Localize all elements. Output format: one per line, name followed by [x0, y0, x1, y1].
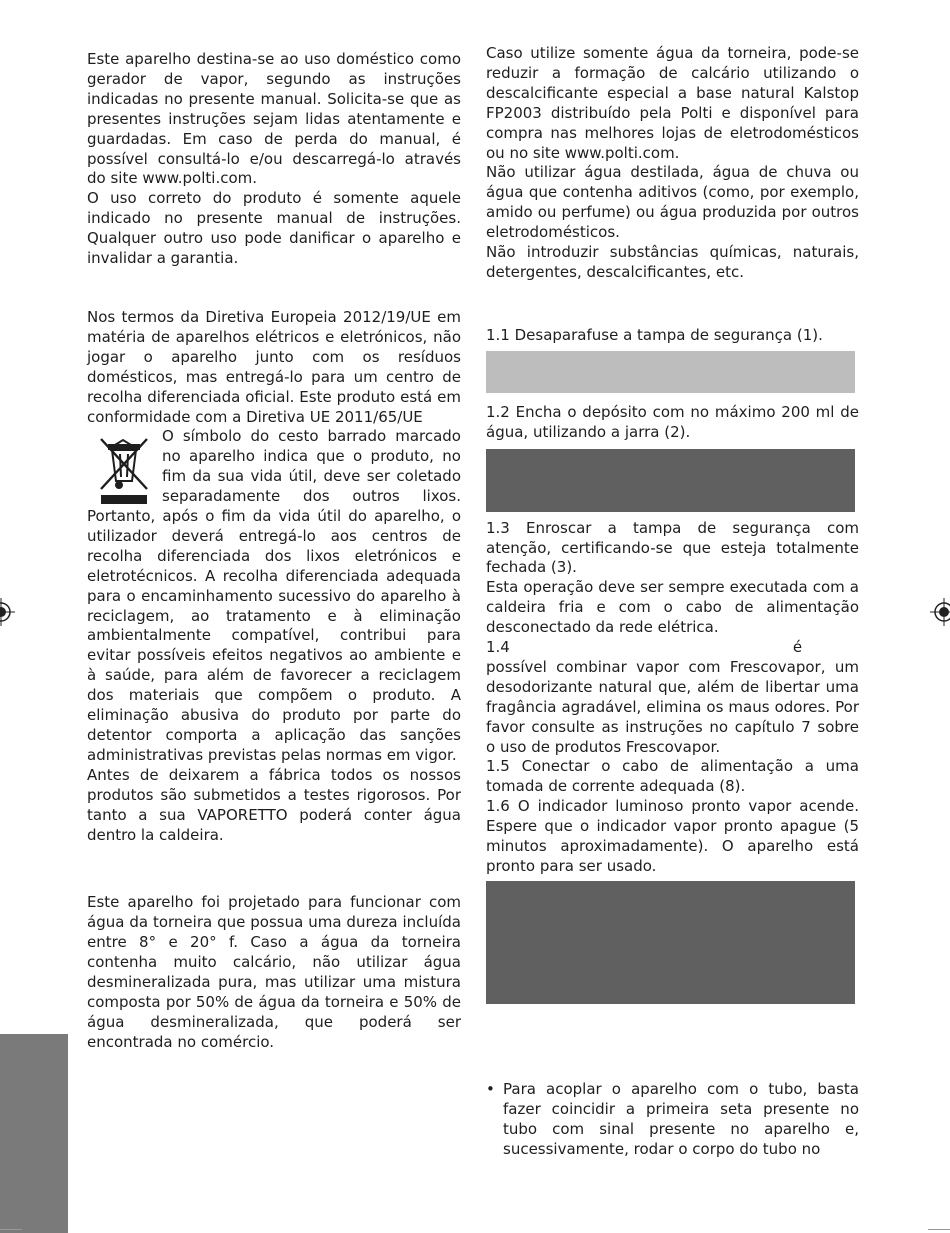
step-1-3: 1.3 Enroscar a tampa de segurança com atenção, certificando-se que esteja totalmente fechada (3).: [486, 518, 859, 577]
warning-bar: [486, 449, 855, 512]
left-column: [87, 50, 461, 1053]
water-hardness-paragraph: Este aparelho foi projetado para funcionar com água da torneira que possua uma dureza incluída entre 8° e 20° f. Caso a água da torneira contenha muito calcário, não utilizar água desmineralizada pura, mas utilizar uma mistura composta por 50% de água da torneira e 50% de água desmineralizada, que poderá ser encontrada no comércio.: [87, 893, 461, 1051]
bullet-text: Para acoplar o aparelho com o tubo, basta fazer coincidir a primeira seta presente no tubo com sinal presente no aparelho e, sucessivamente, rodar o corpo do tubo no: [503, 1079, 859, 1158]
step-1-1: 1.1 Desaparafuse a tampa de segurança (1).: [486, 325, 823, 344]
bullet-list: [486, 1080, 859, 1160]
right-column: [486, 44, 859, 1160]
tap-water-paragraph: Caso utilize somente água da torneira, pode-se reduzir a formação de calcário utilizando o descalcificante especial a base natural Kalstop FP2003 distribuído pela Polti e disponível para compra nas melhores lojas de eletrodomésticos ou no site www.polti.com.: [486, 44, 859, 162]
step-1-2: 1.2 Encha o depósito com no máximo 200 ml de água, utilizando a jarra (2).: [486, 402, 859, 441]
intro-paragraph-2: O uso correto do produto é somente aquele indicado no presente manual de instruções. Qualquer outro uso pode danificar o aparelho e invalidar a garantia.: [87, 189, 461, 268]
weee-paragraph: O símbolo do cesto barrado marcado no aparelho indica que o produto, no fim da sua vida útil, deve ser coletado separadamente dos outros lixos. Portanto, após o fim da vida útil do aparelho, o utilizador deverá entregá-lo aos centros de recolha diferenciada dos lixos eletrónicos e eletrotécnicos. A recolha diferenciada adequada para o encaminhamento sucessivo do aparelho à reciclagem, ao tratamento e à eliminação ambientalmente compatível, contribui para evitar possíveis efeitos negativos ao ambiente e à saúde, para além de favorecer a reciclagem dos materiais que compõem o produto. A eliminação abusiva do produto por parte do detentor comporta a aplicação das sanções administrativas previstas pelas normas em vigor.: [87, 427, 461, 764]
intro-paragraph-1: Este aparelho destina-se ao uso doméstico como gerador de vapor, segundo as instruções indicadas no presente manual. Solicita-se que as presentes instruções sejam lidas atentamente e guardadas. Em caso de perda do manual, é possível consultá-lo e/ou descarregá-lo através do site www.polti.com.: [87, 50, 461, 188]
directive-paragraph: Nos termos da Diretiva Europeia 2012/19/UE em matéria de aparelhos elétricos e eletrónicos, não jogar o aparelho junto com os resíduos domésticos, mas entregá-lo para um centro de recolha diferenciada oficial. Este produto está em conformidade com a Diretiva UE 2011/65/UE: [87, 307, 461, 426]
weee-block: [87, 427, 461, 765]
step-1-4-number: 1.4: [486, 638, 510, 657]
step-1-6: 1.6 O indicador luminoso pronto vapor acende. Espere que o indicador vapor pronto apague (5 minutos aproximadamente). O aparelho está pronto para ser usado.: [486, 797, 859, 875]
registration-mark-icon: [0, 598, 15, 626]
step-1-4: [486, 638, 859, 757]
placeholder-bar-light: [486, 351, 855, 393]
registration-mark-icon: [930, 598, 950, 626]
step-1-5: 1.5 Conectar o cabo de alimentação a uma tomada de corrente adequada (8).: [486, 757, 859, 796]
crop-mark: [928, 1229, 950, 1230]
list-item: • Para acoplar o aparelho com o tubo, basta fazer coincidir a primeira seta presente no tubo com sinal presente no aparelho e, sucessivamente, rodar o corpo do tubo no: [486, 1079, 859, 1158]
factory-test-paragraph: Antes de deixarem a fábrica todos os nossos produtos são submetidos a testes rigorosos. Por tanto a sua VAPORETTO poderá conter água dentro la caldeira.: [87, 765, 461, 844]
step-1-4-text: é possível combinar vapor com Frescovapor, um desodorizante natural que, além de libertar uma fragância agradável, elimina os maus odores. Por favor consulte as instruções no capítulo 7 sobre o uso de produtos Frescovapor.: [486, 638, 859, 756]
no-chemicals-paragraph: Não introduzir substâncias químicas, naturais, detergentes, descalcificantes, etc.: [486, 243, 859, 281]
crop-mark: [0, 1229, 22, 1230]
step-1-3-note: Esta operação deve ser sempre executada com a caldeira fria e com o cabo de alimentação desconectado da rede elétrica.: [486, 578, 859, 637]
distilled-water-paragraph: Não utilizar água destilada, água de chuva ou água que contenha aditivos (como, por exemplo, amido ou perfume) ou água produzida por outros eletrodomésticos.: [486, 163, 859, 242]
crossed-out-wheelie-bin-icon: [95, 431, 153, 505]
side-language-tab: [0, 1034, 68, 1233]
warning-bar-large: [486, 881, 855, 1004]
